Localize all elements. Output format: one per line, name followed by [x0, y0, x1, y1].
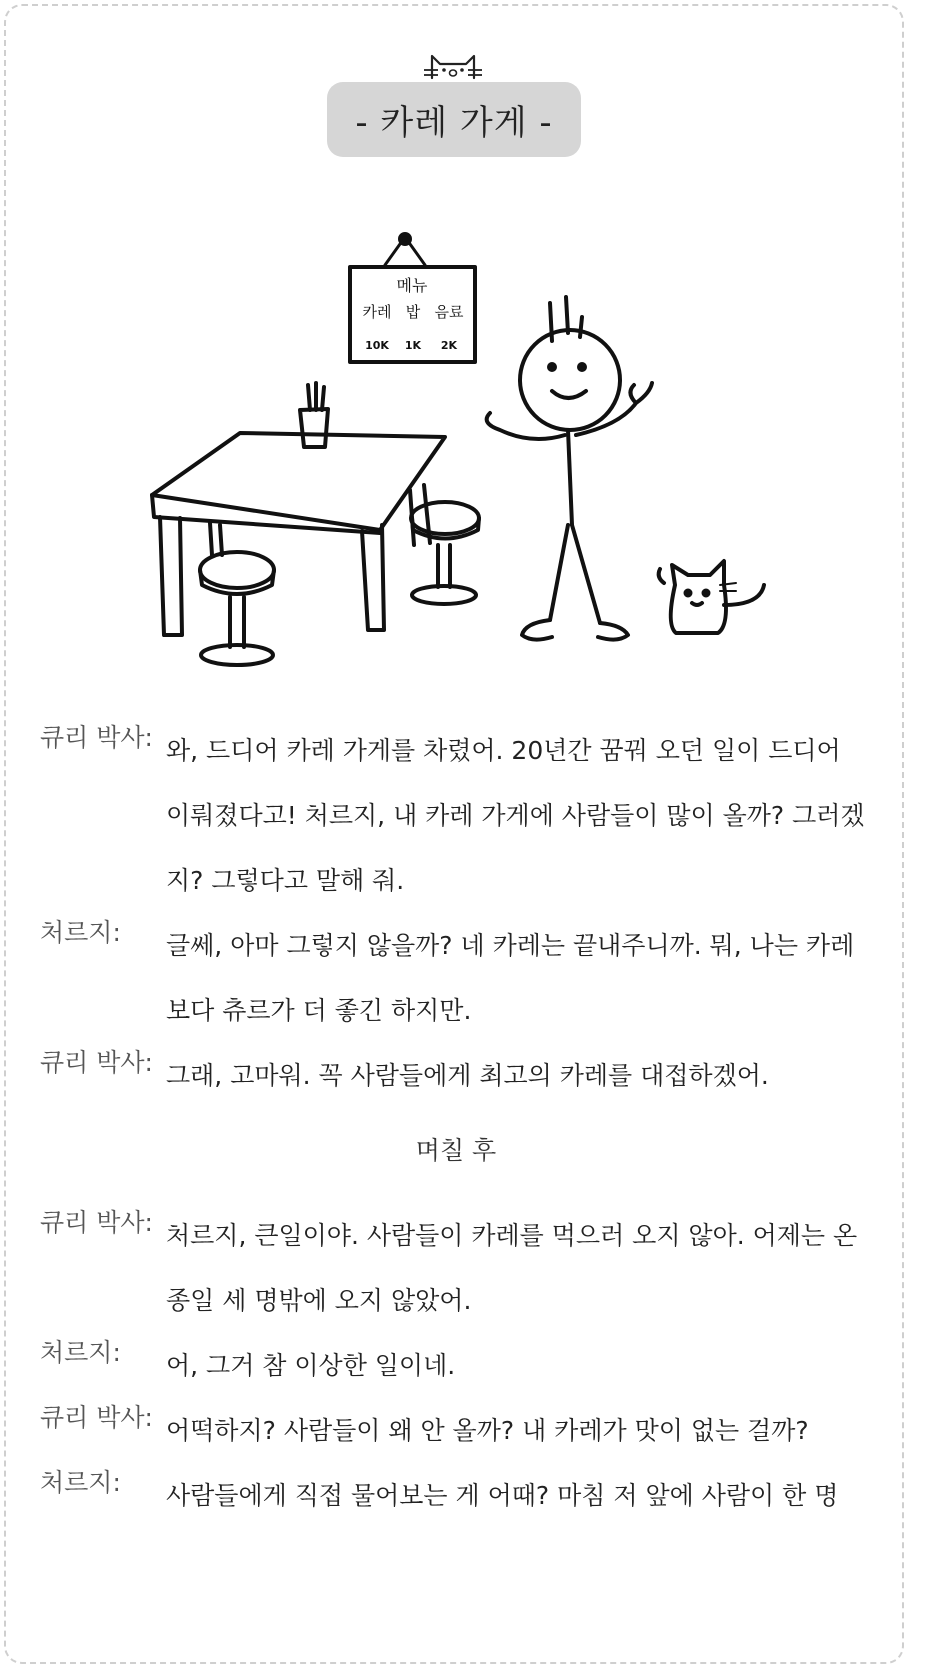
dialogue-line — [40, 1333, 872, 1398]
speaker-label: 처르지: — [40, 1468, 121, 1497]
menu-price-rice: 1K — [404, 339, 422, 352]
dialogue-text: 와, 드디어 카레 가게를 차렸어. 20년간 꿈꿔 오던 일이 드디어 이뤄졌다고! 처르지, 내 카레 가게에 사람들이 많이 올까? 그러겠지? 그렇다고 말해 줘. — [166, 736, 865, 895]
dialogue-line — [40, 718, 872, 913]
menu-price-drink: 2K — [440, 339, 458, 352]
dialogue-text: 처르지, 큰일이야. 사람들이 카레를 먹으러 오지 않아. 어제는 온종일 세 명밖에 오지 않았어. — [166, 1221, 858, 1315]
dialogue-line — [40, 913, 872, 1043]
scene-separator: 며칠 후 — [415, 1136, 497, 1165]
dialogue-text: 글쎄, 아마 그렇지 않을까? 네 카레는 끝내주니까. 뭐, 나는 카레보다 츄르가 더 좋긴 하지만. — [166, 931, 855, 1025]
dialogue-line — [40, 1203, 872, 1333]
menu-item-drink: 음료 — [434, 303, 464, 321]
dialogue-text: 그래, 고마워. 꼭 사람들에게 최고의 카레를 대접하겠어. — [166, 1061, 769, 1090]
menu-price-curry: 10K — [365, 339, 389, 352]
speaker-label: 큐리 박사: — [40, 723, 153, 752]
speaker-label: 큐리 박사: — [40, 1048, 153, 1077]
dialogue — [40, 718, 872, 1528]
menu-heading: 메뉴 — [396, 276, 428, 295]
dialogue-line — [40, 1043, 872, 1108]
speaker-label: 큐리 박사: — [40, 1403, 153, 1432]
dialogue-text: 사람들에게 직접 물어보는 게 어때? 마침 저 앞에 사람이 한 명 — [166, 1481, 839, 1510]
dialogue-text: 어, 그거 참 이상한 일이네. — [166, 1351, 456, 1380]
menu-item-curry: 카레 — [362, 303, 392, 321]
dialogue-line — [40, 1463, 872, 1528]
dialogue-line — [40, 1398, 872, 1463]
speaker-label: 처르지: — [40, 1338, 121, 1367]
speaker-label: 큐리 박사: — [40, 1208, 153, 1237]
dialogue-text: 어떡하지? 사람들이 왜 안 올까? 내 카레가 맛이 없는 걸까? — [166, 1416, 809, 1445]
cat-head-icon — [418, 44, 488, 84]
menu-item-rice: 밥 — [405, 303, 421, 321]
speaker-label: 처르지: — [40, 918, 121, 947]
page-title: - 카레 가게 - — [327, 82, 581, 157]
curry-shop-illustration — [140, 225, 780, 685]
